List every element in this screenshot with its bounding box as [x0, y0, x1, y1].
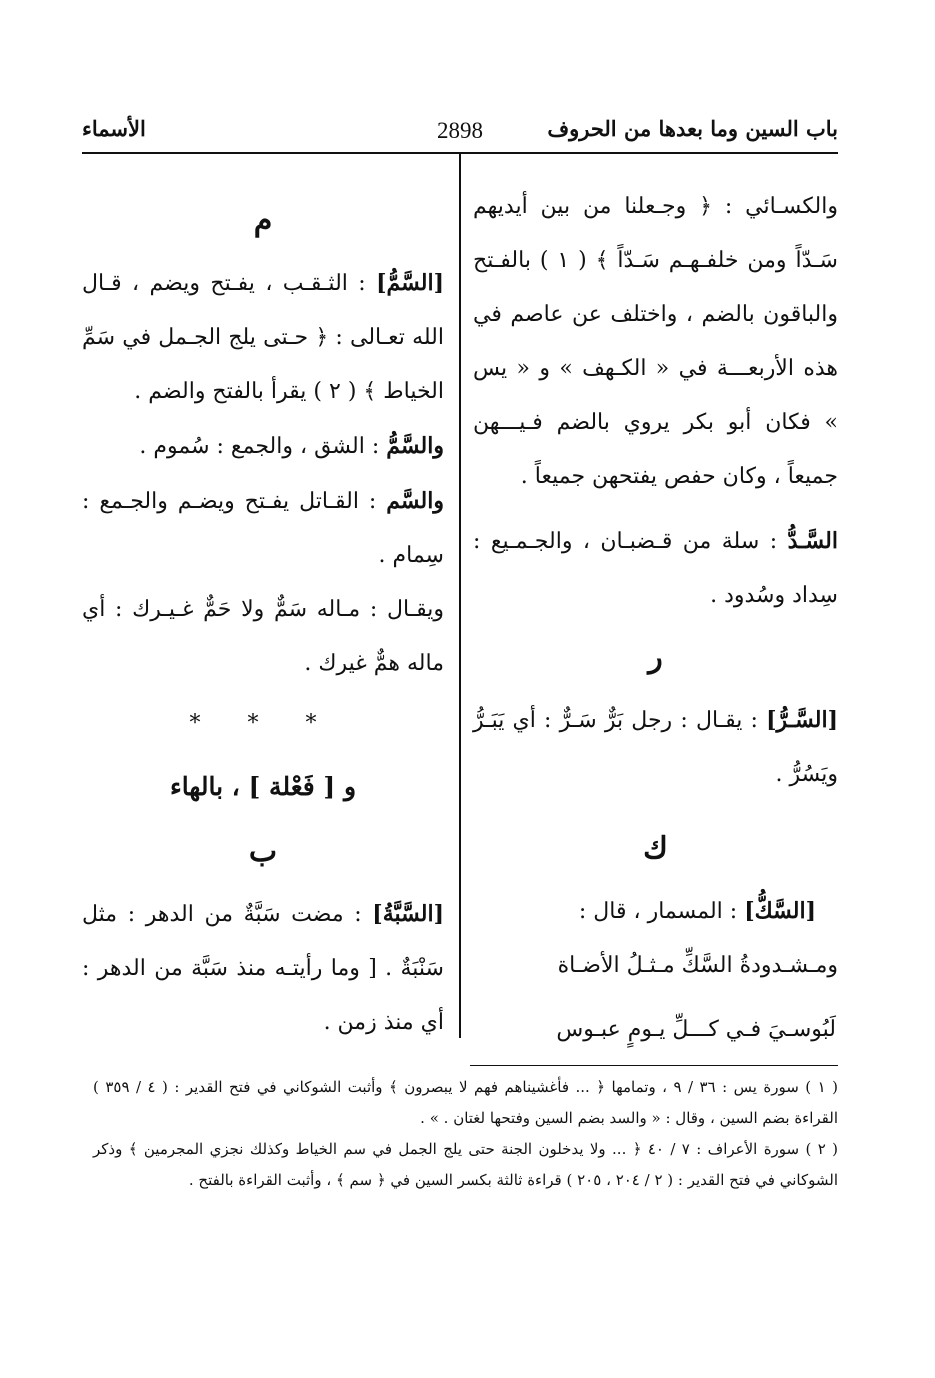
- footnote-1: ( ١ ) سورة يس : ٣٦ / ٩ ، وتمامها ﴿ ... فأغشيناهم فهم لا يبصرون ﴾ وأثبت الشوكاني في فتح القدير : ( ٤ / ٣٥٩ ) القراءة بضم السين ، وقال : « والسد بضم السين وفتحها لغتان . » .: [93, 1078, 839, 1127]
- footnotes: [93, 1072, 838, 1196]
- paragraph: [82, 256, 444, 419]
- paragraph: ويقـال : مـاله سَمٌّ ولا حَمٌّ غـيـرك : أي ماله همٌّ غيرك .: [82, 597, 444, 676]
- left-column: [82, 180, 444, 1050]
- paragraph: [82, 887, 444, 1050]
- page-number: 2898: [437, 118, 483, 143]
- separator-stars: * * *: [189, 711, 337, 736]
- letter-heading-kaf: ك: [643, 831, 668, 866]
- entry-text: : الثـقـب ، يفـتح ويضم ، قـال الله تعـالى : ﴿ حـتى يلج الجـمل في سَمِّ الخياط ﴾ ( ٢ ) يقرأ بالفتح والضم .: [82, 271, 444, 404]
- paragraph: [82, 419, 444, 474]
- right-column: [473, 180, 838, 1057]
- footnote-rule: [470, 1065, 838, 1066]
- column-divider: [459, 153, 461, 1038]
- paragraph: [473, 693, 838, 802]
- entry-text: : سلة من قـضبـان ، والجـمـيع : سِداد وسُدود .: [473, 529, 838, 608]
- entry-text: : يقـال : رجل بَرٌّ سَـرٌّ : أي يَبَـرُّ ويَسُرُّ .: [473, 708, 838, 787]
- footnote-2: ( ٢ ) سورة الأعراف : ٧ / ٤٠ ﴿ ... ولا يدخلون الجنة حتى يلج الجمل في سم الخياط وكذلك نجزي المجرمين ﴾ وذكر الشوكاني في فتح القدير : ( ٢ / ٢٠٤ ، ٢٠٥ ) قراءة ثالثة بكسر السين في ﴿ سم ﴾ ، وأثبت القراءة بالفتح .: [93, 1140, 838, 1189]
- paragraph: [473, 514, 838, 623]
- paragraph: والكسـائي : ﴿ وجـعلنا من بين أيديهم سَـدّاً ومن خلفـهـم سَـدّاً ﴾ ( ١ ) بالفـتح والباقون بالضم ، واختلف عن عاصم في هذه الأربعـــة في « الكـهف » و « يس » فكان أبو بكر يروي بالضم فـيـــهن جميعاً ، وكان حفص يفتحهن جميعاً .: [473, 194, 838, 489]
- paragraph: [473, 884, 838, 939]
- entry-text: : المسمار ، قال :: [578, 899, 738, 924]
- letter-heading-ra: ر: [648, 640, 663, 675]
- section-heading: و [ فَعْلة ] ، بالهاء: [169, 772, 357, 801]
- letter-heading-ba: ب: [248, 834, 278, 869]
- entry-text: : مضت سَبَّةٌ من الدهر : مثل سَنْبَةٌ . [ وما رأيتـه منذ سَبَّة من الدهر : أي منذ زمن .: [82, 902, 444, 1035]
- verse-line: ومـشـدودةُ السَّكِّ مـثـلُ الأضـاة: [557, 953, 838, 978]
- entry-term: [السَّمُّ]: [376, 270, 444, 296]
- verse-line: لَبُوسـيَ فـي كـــلِّ يـومٍ عبـوس: [556, 1017, 836, 1042]
- entry-term: [السَّـرُّ]: [766, 707, 838, 733]
- entry-text: : الشق ، والجمع : سُموم .: [139, 434, 380, 459]
- entry-term: [السَّبَّةُ]: [372, 901, 444, 927]
- paragraph: [82, 474, 444, 583]
- entry-term: السَّـدُّ: [787, 528, 838, 554]
- entry-text: : القـاتل يفـتح ويضـم والجـمع : سِمام .: [82, 489, 444, 568]
- chapter-title: باب السين وما بعدها من الحروف: [547, 116, 838, 141]
- section-title: الأسماء: [82, 116, 146, 141]
- page-header: [82, 112, 838, 152]
- entry-term: والسَّم: [386, 488, 444, 514]
- letter-heading-mim: م: [253, 203, 273, 238]
- entry-term: [السَّكُّ]: [744, 898, 816, 924]
- entry-term: والسَّمُّ: [386, 433, 444, 459]
